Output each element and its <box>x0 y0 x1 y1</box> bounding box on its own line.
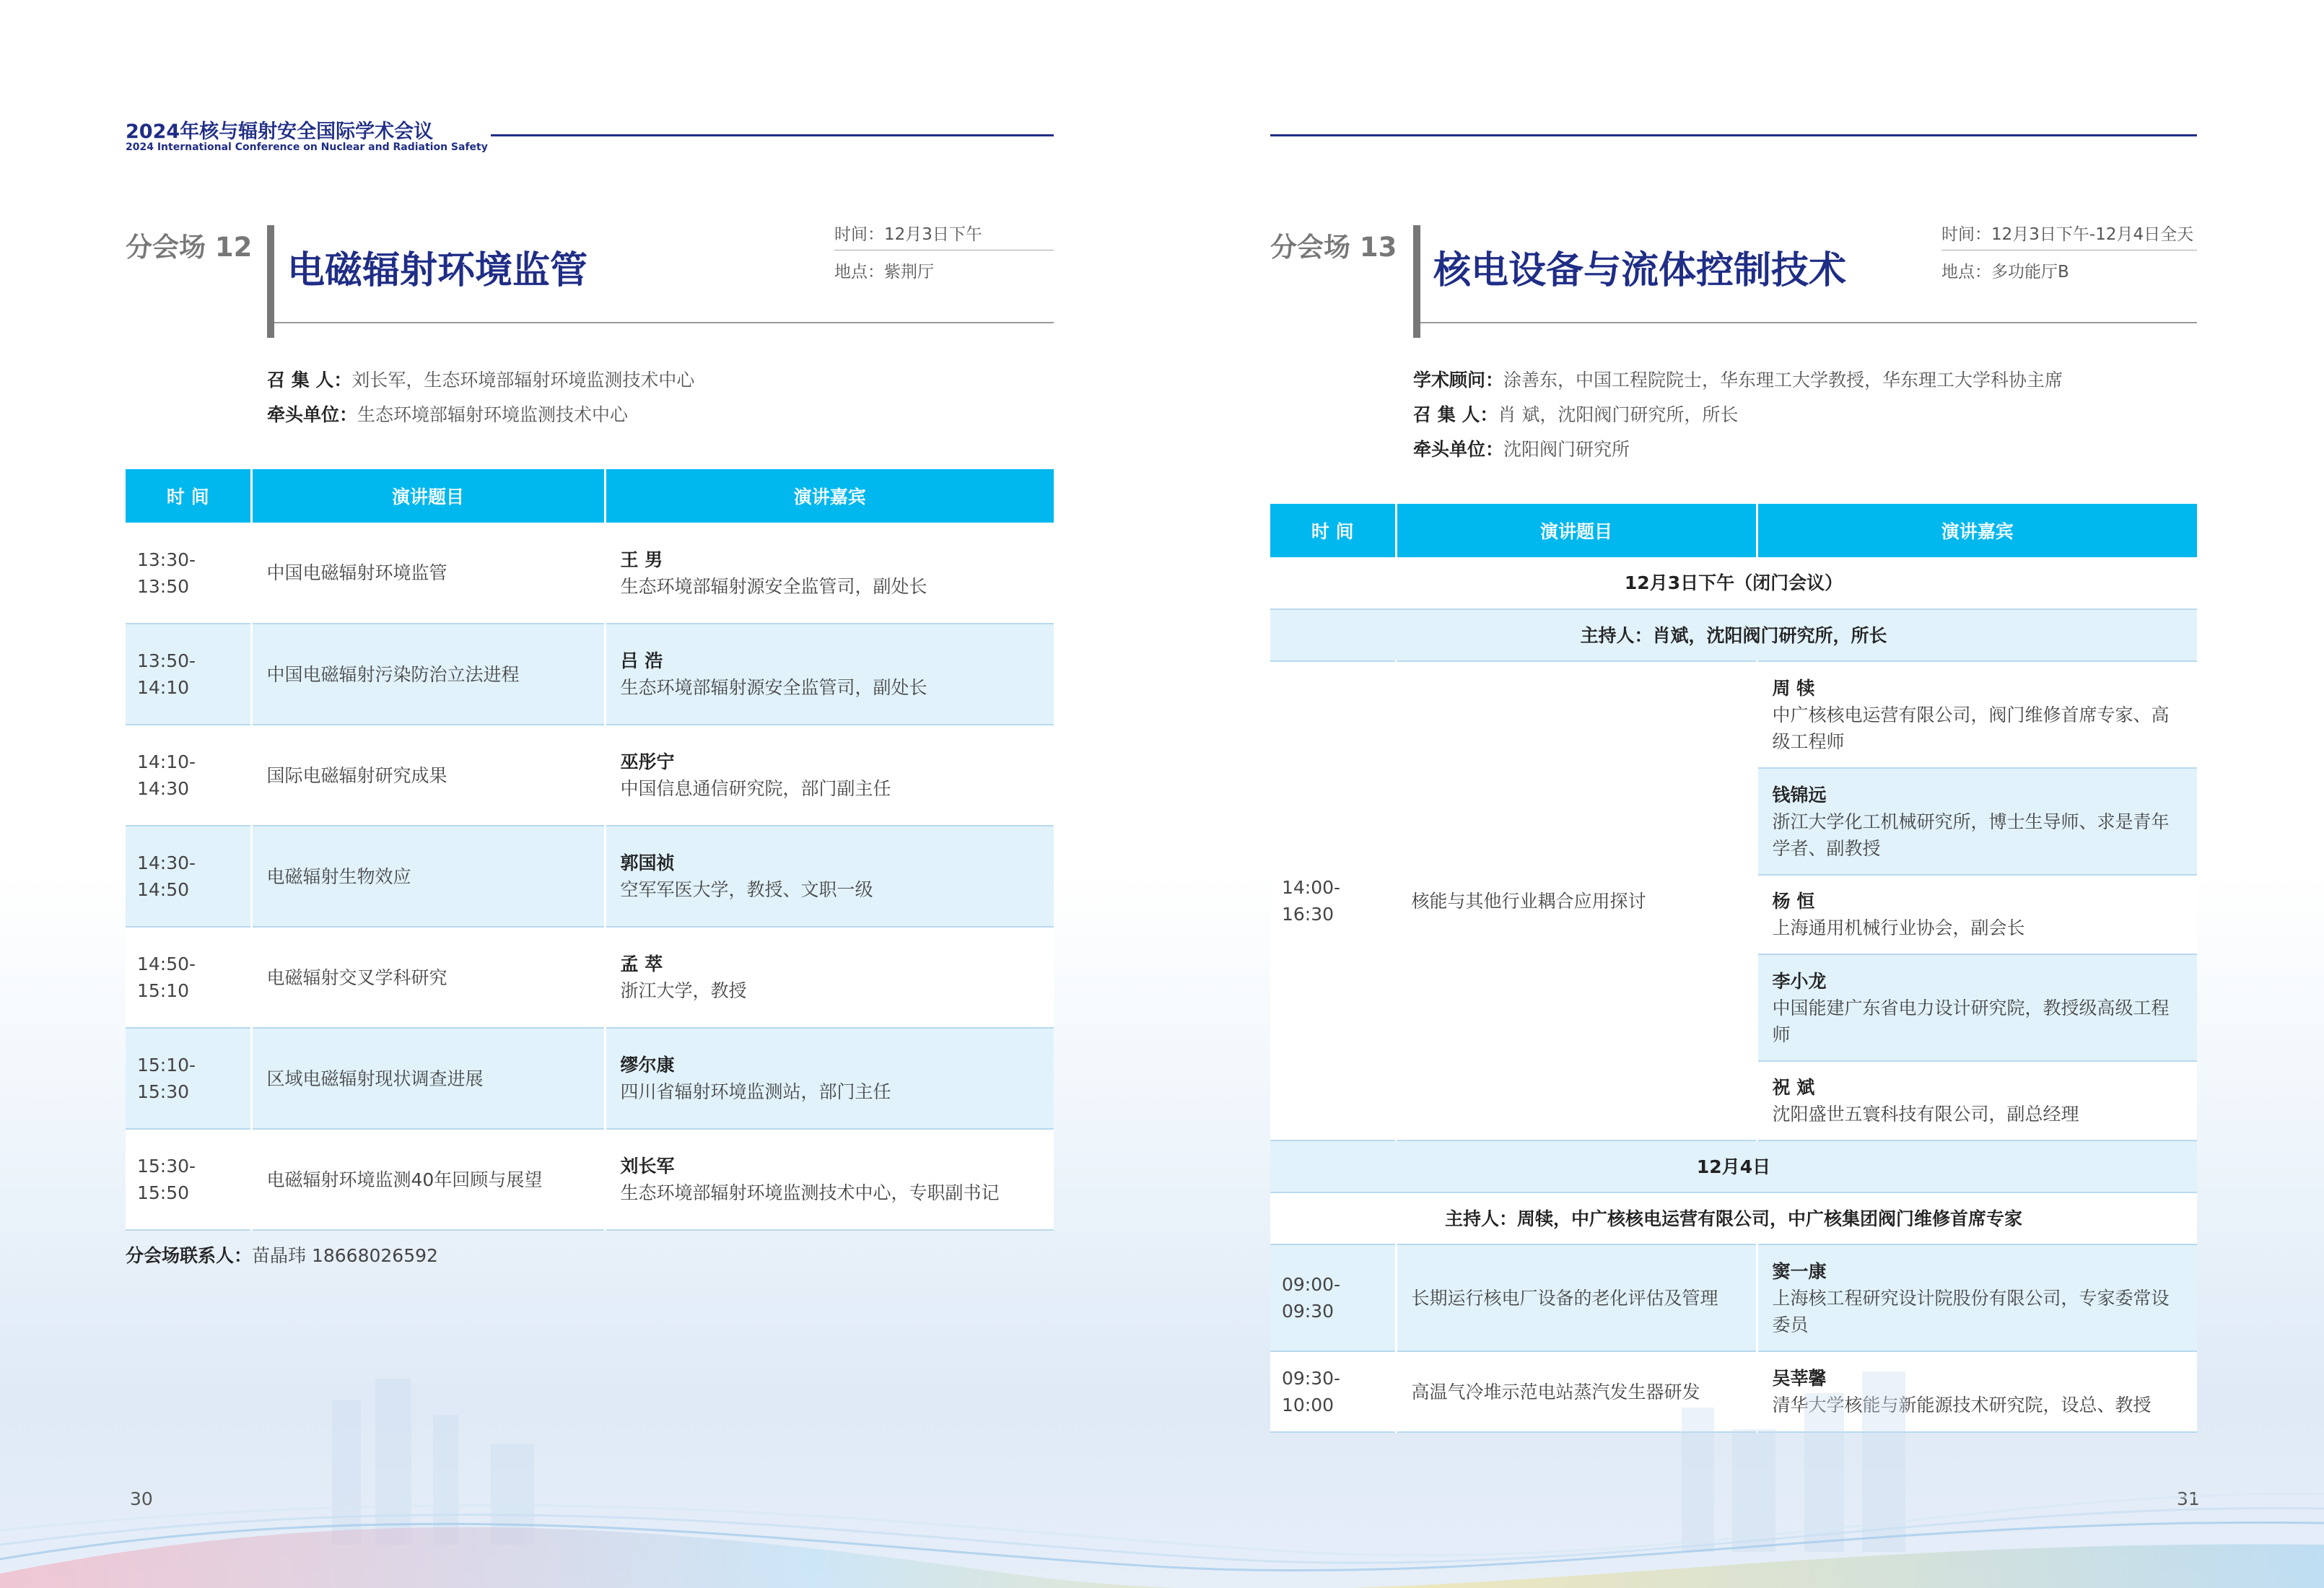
speaker-name: 巫彤宁 <box>620 751 675 772</box>
header-rule <box>1270 134 2197 136</box>
speaker-affiliation: 生态环境部辐射源安全监管司，副处长 <box>620 677 927 698</box>
row-speaker <box>605 826 1054 927</box>
table-header-row <box>126 469 1054 523</box>
session-rule <box>1420 322 2197 323</box>
speaker-affiliation: 中国能建广东省电力设计研究院，教授级高级工程师 <box>1772 997 2170 1045</box>
speaker-affiliation: 上海通用机械行业协会，副会长 <box>1772 917 2025 938</box>
row-topic: 区域电磁辐射现状调查进展 <box>251 1028 605 1129</box>
table-row <box>126 927 1054 1028</box>
row-topic: 中国电磁辐射环境监管 <box>251 523 605 624</box>
table-row <box>126 624 1054 725</box>
speaker-name: 郭国祯 <box>620 852 675 873</box>
speaker-affiliation: 上海核工程研究设计院股份有限公司，专家委常设委员 <box>1772 1287 2170 1335</box>
col-speaker: 演讲嘉宾 <box>605 469 1054 523</box>
speaker-name: 钱锦远 <box>1772 784 1827 806</box>
right-page <box>1162 0 2324 1588</box>
wave-band <box>0 1527 2324 1588</box>
table-row <box>126 725 1054 826</box>
row-speaker <box>605 624 1054 725</box>
speaker-affiliation: 沈阳盛世五寰科技有限公司，副总经理 <box>1772 1104 2079 1125</box>
row-speaker <box>1757 768 2197 875</box>
speaker-affiliation: 中广核核电运营有限公司，阀门维修首席专家、高级工程师 <box>1772 704 2170 752</box>
schedule-table <box>1270 504 2197 1433</box>
day-header-row <box>1270 1140 2197 1192</box>
row-time: 14:50-15:10 <box>126 927 251 1028</box>
speaker-affiliation: 空军军医大学，教授、文职一级 <box>620 879 873 900</box>
convener-label: 召 集 人： <box>1413 404 1498 425</box>
day1-host: 主持人：肖斌，沈阳阀门研究所，所长 <box>1270 609 2197 661</box>
day2-host: 主持人：周犊，中广核核电运营有限公司，中广核集团阀门维修首席专家 <box>1270 1192 2197 1244</box>
row-speaker <box>1757 1061 2197 1140</box>
conference-subtitle: 2024 International Conference on Nuclear and Radiation Safety <box>126 141 488 153</box>
convener-value: 肖 斌，沈阳阀门研究所，所长 <box>1498 404 1739 425</box>
col-time: 时 间 <box>1270 504 1396 557</box>
session-title: 核电设备与流体控制技术 <box>1433 249 1847 292</box>
session-time: 时间：12月3日下午-12月4日全天 <box>1941 225 2194 244</box>
decorative-wave-background <box>0 1357 2324 1588</box>
row-time: 15:30-15:50 <box>126 1129 251 1230</box>
speaker-name: 刘长军 <box>620 1156 675 1177</box>
col-speaker: 演讲嘉宾 <box>1757 504 2197 557</box>
speaker-name: 缪尔康 <box>620 1055 675 1076</box>
speaker-affiliation: 浙江大学，教授 <box>620 980 747 1001</box>
table-row <box>126 826 1054 927</box>
speaker-affiliation: 生态环境部辐射环境监测技术中心，专职副书记 <box>620 1182 1000 1203</box>
schedule-table <box>126 469 1054 1231</box>
row-time: 09:30-10:00 <box>1270 1351 1396 1432</box>
advisor-value: 涂善东，中国工程院院士，华东理工大学教授，华东理工大学科协主席 <box>1503 370 2063 391</box>
speaker-name: 李小龙 <box>1772 970 1827 992</box>
advisor-line <box>1413 363 2063 398</box>
header-rule <box>491 134 1054 136</box>
table-row <box>1270 1244 2197 1351</box>
lead-unit-value: 生态环境部辐射环境监测技术中心 <box>357 404 629 425</box>
host-row <box>1270 609 2197 661</box>
lead-unit-label: 牵头单位： <box>1413 439 1504 460</box>
convener-line <box>267 363 694 398</box>
table-header-row <box>1270 504 2197 557</box>
col-topic: 演讲题目 <box>251 469 605 523</box>
host-row <box>1270 1192 2197 1244</box>
block-time: 14:00-16:30 <box>1270 661 1396 1140</box>
lead-unit-value: 沈阳阀门研究所 <box>1503 439 1630 460</box>
day1-header: 12月3日下午（闭门会议） <box>1270 557 2197 609</box>
session-place: 地点：多功能厅B <box>1941 263 2069 282</box>
row-topic: 电磁辐射交叉学科研究 <box>251 927 605 1028</box>
lead-unit-line <box>1413 432 1630 467</box>
speaker-affiliation: 生态环境部辐射源安全监管司，副处长 <box>620 575 927 597</box>
row-speaker <box>1757 1244 2197 1351</box>
convener-line <box>1413 398 1738 432</box>
row-time: 13:50-14:10 <box>126 624 251 725</box>
contact-value: 苗晶玮 18668026592 <box>252 1245 438 1266</box>
row-speaker <box>605 725 1054 826</box>
row-topic: 中国电磁辐射污染防治立法进程 <box>251 624 605 725</box>
row-topic: 电磁辐射环境监测40年回顾与展望 <box>251 1129 605 1230</box>
speaker-name: 周 犊 <box>1772 677 1815 699</box>
speaker-affiliation: 四川省辐射环境监测站，部门主任 <box>620 1081 891 1102</box>
convener-label: 召 集 人： <box>267 370 352 391</box>
session-label: 分会场 13 <box>1270 232 1397 263</box>
contact-label: 分会场联系人： <box>126 1245 253 1266</box>
speaker-name: 孟 萃 <box>620 954 663 974</box>
row-speaker <box>605 1129 1054 1230</box>
speaker-name: 王 男 <box>620 549 663 570</box>
speaker-affiliation: 清华大学核能与新能源技术研究院，设总、教授 <box>1772 1395 2152 1415</box>
table-row <box>1270 661 2197 768</box>
block-topic: 核能与其他行业耦合应用探讨 <box>1396 661 1757 1140</box>
day2-header: 12月4日 <box>1270 1140 2197 1192</box>
page-number: 30 <box>130 1488 153 1509</box>
conference-title: 2024年核与辐射安全国际学术会议 <box>126 121 434 143</box>
speaker-name: 祝 斌 <box>1772 1077 1815 1098</box>
speaker-affiliation: 中国信息通信研究院，部门副主任 <box>620 778 891 799</box>
session-contact <box>126 1242 438 1268</box>
row-time: 09:00-09:30 <box>1270 1244 1396 1351</box>
page-number: 31 <box>2177 1488 2200 1509</box>
table-row <box>126 523 1054 624</box>
row-speaker <box>605 1028 1054 1129</box>
speaker-name: 吴莘馨 <box>1772 1368 1827 1389</box>
row-topic: 电磁辐射生物效应 <box>251 826 605 927</box>
speaker-name: 窦一康 <box>1772 1260 1827 1282</box>
row-time: 15:10-15:30 <box>126 1028 251 1129</box>
session-rule <box>274 322 1054 323</box>
lead-unit-label: 牵头单位： <box>267 404 358 425</box>
row-speaker <box>605 927 1054 1028</box>
row-time: 14:30-14:50 <box>126 826 251 927</box>
speaker-name: 杨 恒 <box>1772 891 1815 912</box>
speaker-name: 吕 浩 <box>620 650 663 671</box>
row-topic: 高温气冷堆示范电站蒸汽发生器研发 <box>1396 1351 1757 1432</box>
table-row <box>126 1028 1054 1129</box>
day-header-row <box>1270 557 2197 609</box>
skyline-silhouette <box>332 1371 1905 1552</box>
row-speaker <box>1757 954 2197 1061</box>
col-time: 时 间 <box>126 469 251 523</box>
session-title: 电磁辐射环境监管 <box>287 249 588 292</box>
session-bar <box>1413 225 1420 338</box>
session-place: 地点：紫荆厅 <box>834 263 934 282</box>
session-time: 时间：12月3日下午 <box>834 225 982 244</box>
col-topic: 演讲题目 <box>1396 504 1757 557</box>
row-speaker <box>1757 875 2197 954</box>
table-row <box>126 1129 1054 1230</box>
row-topic: 国际电磁辐射研究成果 <box>251 725 605 826</box>
advisor-label: 学术顾问： <box>1413 370 1504 391</box>
row-time: 13:30-13:50 <box>126 523 251 624</box>
session-label: 分会场 12 <box>126 232 253 263</box>
row-speaker <box>605 523 1054 624</box>
row-speaker <box>1757 661 2197 768</box>
session-bar <box>267 225 274 338</box>
row-time: 14:10-14:30 <box>126 725 251 826</box>
lead-unit-line <box>267 398 628 432</box>
row-topic: 长期运行核电厂设备的老化评估及管理 <box>1396 1244 1757 1351</box>
speaker-affiliation: 浙江大学化工机械研究所，博士生导师、求是青年学者、副教授 <box>1772 811 2170 859</box>
convener-value: 刘长军，生态环境部辐射环境监测技术中心 <box>351 370 695 391</box>
